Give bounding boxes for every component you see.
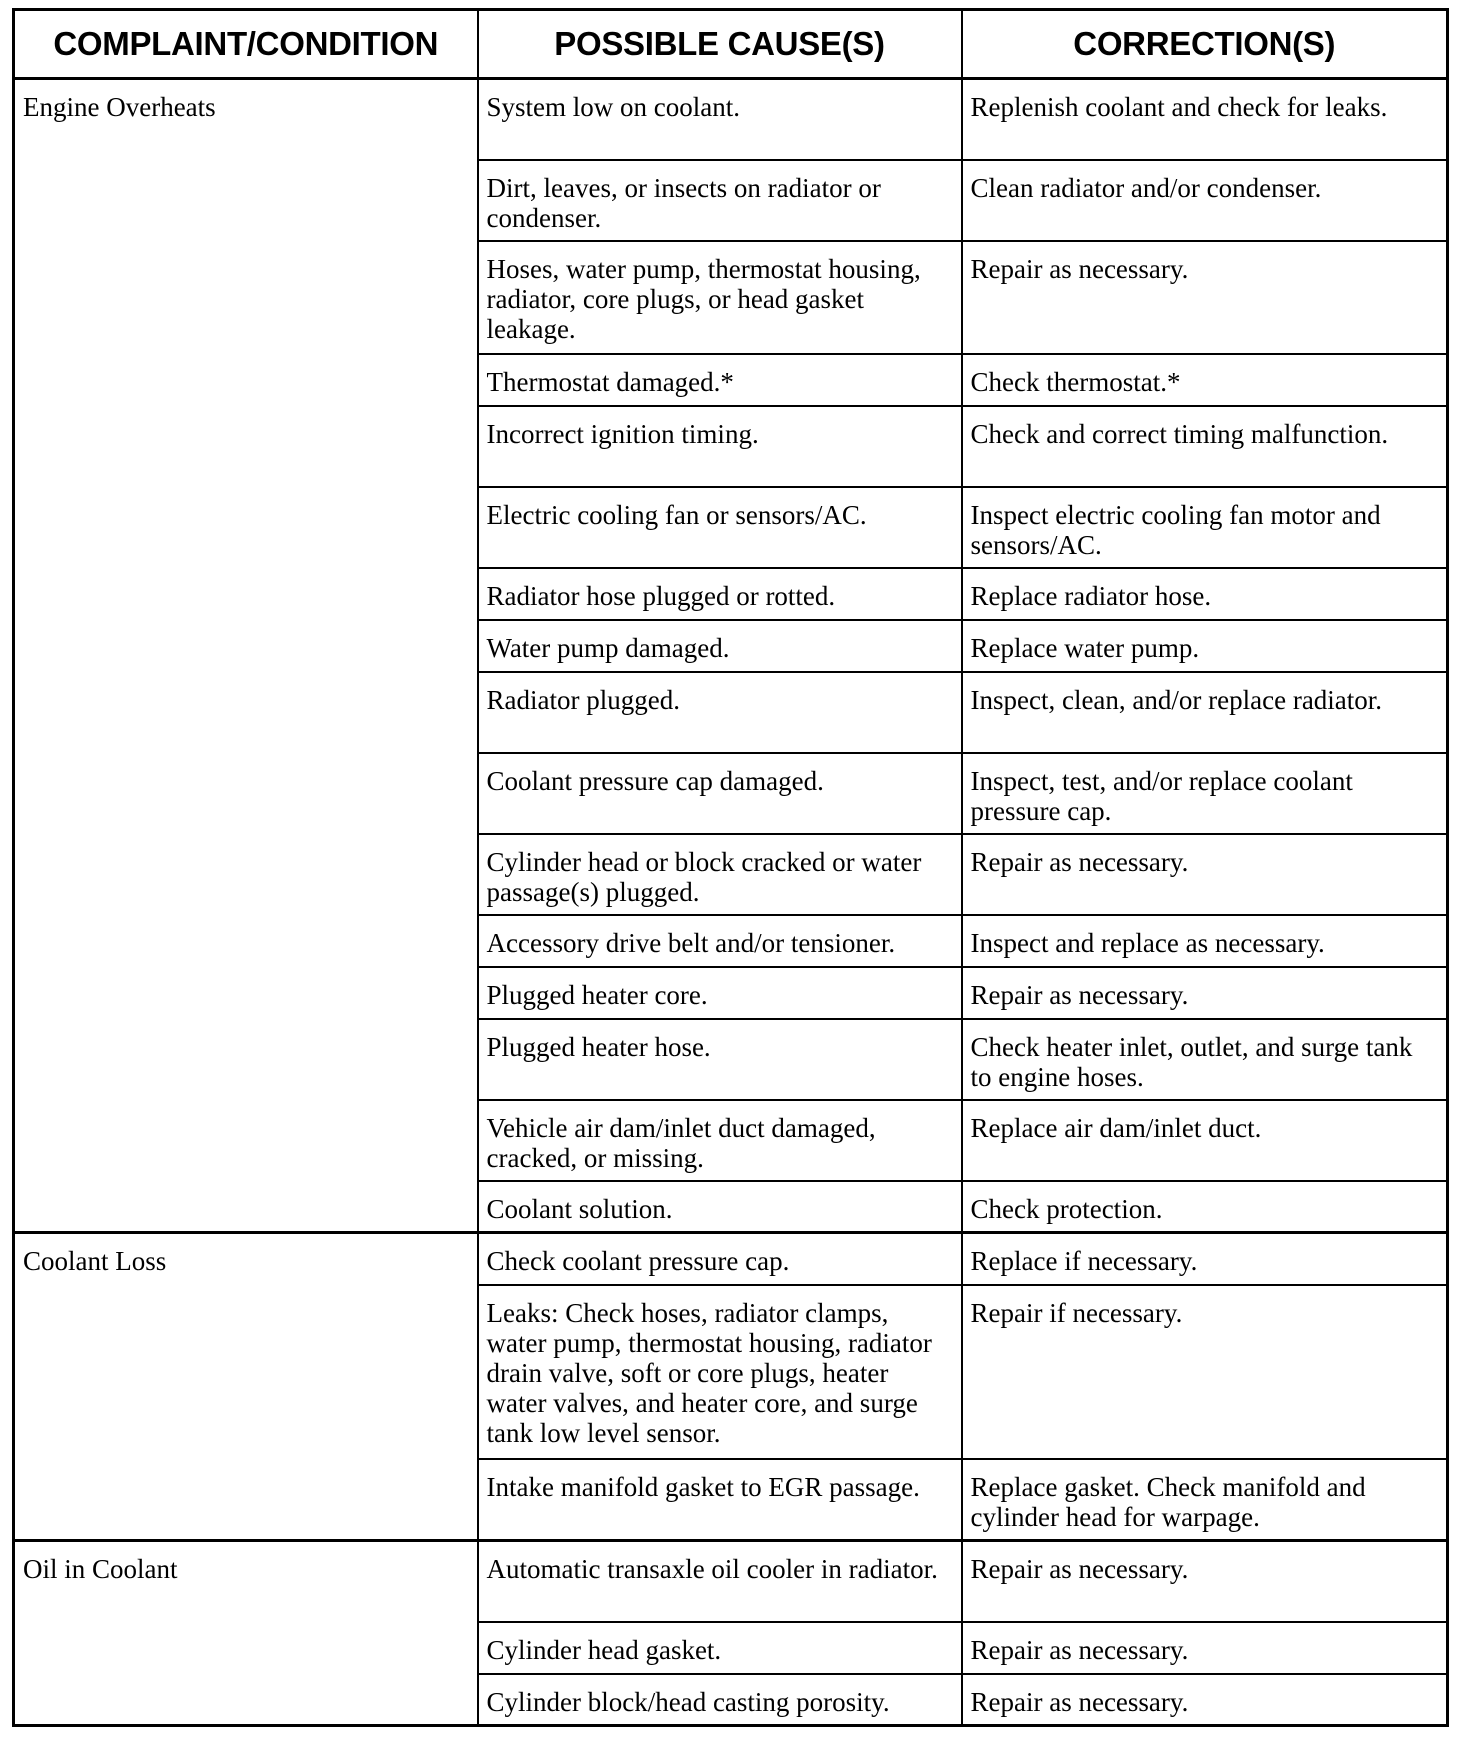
correction-cell: Repair as necessary.	[962, 241, 1448, 354]
correction-cell: Repair as necessary.	[962, 834, 1448, 915]
cause-cell: Vehicle air dam/inlet duct damaged, cracked, or missing.	[478, 1100, 962, 1181]
header-complaint-condition: COMPLAINT/CONDITION	[14, 10, 478, 79]
cause-cell: Incorrect ignition timing.	[478, 406, 962, 487]
cause-cell: Plugged heater hose.	[478, 1019, 962, 1100]
header-row	[14, 10, 1448, 79]
correction-cell: Check and correct timing malfunction.	[962, 406, 1448, 487]
table-row	[14, 1541, 1448, 1622]
header-corrections: CORRECTION(S)	[962, 10, 1448, 79]
correction-cell: Check heater inlet, outlet, and surge tank to engine hoses.	[962, 1019, 1448, 1100]
cause-cell: Intake manifold gasket to EGR passage.	[478, 1459, 962, 1541]
cause-cell: Accessory drive belt and/or tensioner.	[478, 915, 962, 967]
correction-cell: Replenish coolant and check for leaks.	[962, 79, 1448, 160]
cause-cell: Check coolant pressure cap.	[478, 1233, 962, 1285]
correction-cell: Replace air dam/inlet duct.	[962, 1100, 1448, 1181]
correction-cell: Check protection.	[962, 1181, 1448, 1233]
correction-cell: Check thermostat.*	[962, 354, 1448, 406]
correction-cell: Inspect, test, and/or replace coolant pressure cap.	[962, 753, 1448, 834]
correction-cell: Inspect, clean, and/or replace radiator.	[962, 672, 1448, 753]
correction-cell: Replace if necessary.	[962, 1233, 1448, 1285]
table-row	[14, 79, 1448, 160]
cause-cell: Electric cooling fan or sensors/AC.	[478, 487, 962, 568]
cause-cell: Plugged heater core.	[478, 967, 962, 1019]
condition-cell: Oil in Coolant	[14, 1541, 478, 1726]
header-possible-causes: POSSIBLE CAUSE(S)	[478, 10, 962, 79]
condition-cell: Coolant Loss	[14, 1233, 478, 1541]
cause-cell: Automatic transaxle oil cooler in radiator.	[478, 1541, 962, 1622]
cause-cell: Hoses, water pump, thermostat housing, radiator, core plugs, or head gasket leakage.	[478, 241, 962, 354]
correction-cell: Inspect electric cooling fan motor and sensors/AC.	[962, 487, 1448, 568]
table-row	[14, 1233, 1448, 1285]
troubleshooting-table	[12, 8, 1449, 1727]
cause-cell: Cylinder block/head casting porosity.	[478, 1674, 962, 1726]
cause-cell: Cylinder head or block cracked or water passage(s) plugged.	[478, 834, 962, 915]
cause-cell: Radiator hose plugged or rotted.	[478, 568, 962, 620]
correction-cell: Clean radiator and/or condenser.	[962, 160, 1448, 241]
cause-cell: Coolant pressure cap damaged.	[478, 753, 962, 834]
cause-cell: Water pump damaged.	[478, 620, 962, 672]
cause-cell: Leaks: Check hoses, radiator clamps, water pump, thermostat housing, radiator drain valve, soft or core plugs, heater water valves, and heater core, and surge tank low level sensor.	[478, 1285, 962, 1459]
correction-cell: Repair as necessary.	[962, 1541, 1448, 1622]
cause-cell: Radiator plugged.	[478, 672, 962, 753]
correction-cell: Repair as necessary.	[962, 1674, 1448, 1726]
table-body	[14, 79, 1448, 1726]
correction-cell: Repair if necessary.	[962, 1285, 1448, 1459]
cause-cell: System low on coolant.	[478, 79, 962, 160]
correction-cell: Repair as necessary.	[962, 967, 1448, 1019]
correction-cell: Replace radiator hose.	[962, 568, 1448, 620]
cause-cell: Coolant solution.	[478, 1181, 962, 1233]
cause-cell: Thermostat damaged.*	[478, 354, 962, 406]
correction-cell: Replace gasket. Check manifold and cylinder head for warpage.	[962, 1459, 1448, 1541]
correction-cell: Inspect and replace as necessary.	[962, 915, 1448, 967]
condition-cell: Engine Overheats	[14, 79, 478, 1233]
correction-cell: Repair as necessary.	[962, 1622, 1448, 1674]
cause-cell: Cylinder head gasket.	[478, 1622, 962, 1674]
correction-cell: Replace water pump.	[962, 620, 1448, 672]
cause-cell: Dirt, leaves, or insects on radiator or condenser.	[478, 160, 962, 241]
